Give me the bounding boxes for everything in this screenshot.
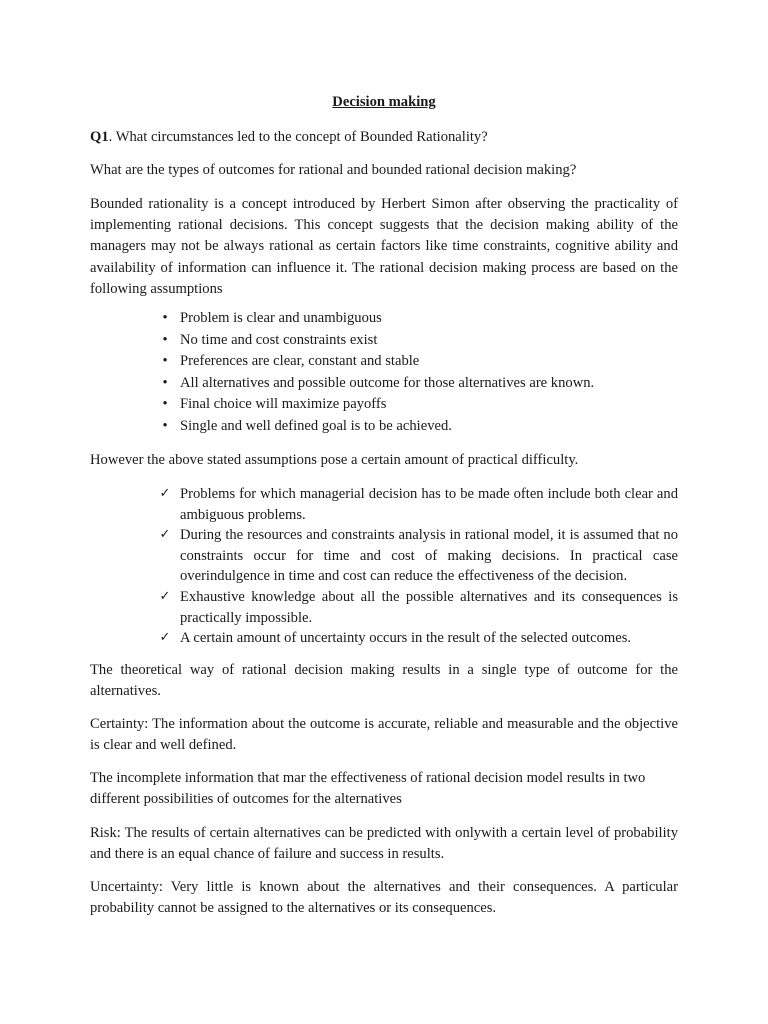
bullet-icon: • — [162, 353, 168, 370]
list-item: ✓ During the resources and constraints analysis in rational model, it is assumed that no constraints occur for time and cost of making decisions. In practical case overindulgence in time and cost can reduce the effectiveness of the decision. — [159, 527, 678, 585]
assumptions-list — [158, 308, 678, 438]
difficulties-list — [158, 484, 678, 649]
intro-paragraph: Bounded rationality is a concept introduced by Herbert Simon after observing the practicality of implementing rational decisions. This concept suggests that the decision making ability of the managers may not be always rational as certain factors like time constraints, cognitive ability and availability of information can influence it. The rational decision making process are based on the following assumptions — [90, 196, 678, 297]
uncertainty-paragraph: Uncertainty: Very little is known about the alternatives and their consequences. A particular probability cannot be assigned to the alternatives or its consequences. — [90, 879, 678, 917]
incomplete-info-paragraph: The incomplete information that mar the effectiveness of rational decision model results in two different possibilities of outcomes for the alternatives — [90, 770, 646, 808]
question-1-sub: What are the types of outcomes for rational and bounded rational decision making? — [90, 162, 577, 178]
bullet-icon: • — [162, 331, 168, 348]
list-item: ✓ A certain amount of uncertainty occurs in the result of the selected outcomes. — [158, 628, 678, 649]
list-item: • Single and well defined goal is to be achieved. — [158, 416, 678, 438]
certainty-paragraph: Certainty: The information about the outcome is accurate, reliable and measurable and the objective is clear and well defined. — [90, 716, 678, 754]
document-title: Decision making — [332, 94, 436, 110]
list-item: ✓ Problems for which managerial decision has to be made often include both clear and ambiguous problems. — [159, 486, 678, 523]
however-paragraph: However the above stated assumptions pose a certain amount of practical difficulty. — [90, 452, 579, 468]
bullet-icon: • — [162, 396, 168, 413]
checkmark-icon: ✓ — [159, 527, 171, 543]
checkmark-icon: ✓ — [159, 630, 171, 646]
question-text: . What circumstances led to the concept of Bounded Rationality? — [108, 129, 488, 145]
list-item: • Final choice will maximize payoffs — [158, 394, 678, 416]
bullet-icon: • — [162, 374, 168, 391]
risk-paragraph: Risk: The results of certain alternatives can be predicted with onlywith a certain level of probability and there is an equal chance of failure and success in results. — [90, 825, 678, 863]
list-item: • No time and cost constraints exist — [158, 330, 678, 352]
checkmark-icon: ✓ — [159, 588, 171, 604]
bullet-icon: • — [162, 417, 168, 434]
bullet-icon: • — [162, 310, 168, 326]
list-item: • Preferences are clear, constant and stable — [158, 351, 678, 373]
list-item: • All alternatives and possible outcome for those alternatives are known. — [158, 373, 678, 395]
question-label: Q1 — [90, 129, 109, 145]
list-item: ✓ Exhaustive knowledge about all the possible alternatives and its consequences is practically impossible. — [159, 588, 678, 626]
checkmark-icon: ✓ — [159, 486, 171, 501]
list-item: • Problem is clear and unambiguous — [158, 308, 678, 330]
question-1 — [90, 127, 678, 148]
theoretical-paragraph: The theoretical way of rational decision making results in a single type of outcome for the alternatives. — [90, 662, 678, 700]
